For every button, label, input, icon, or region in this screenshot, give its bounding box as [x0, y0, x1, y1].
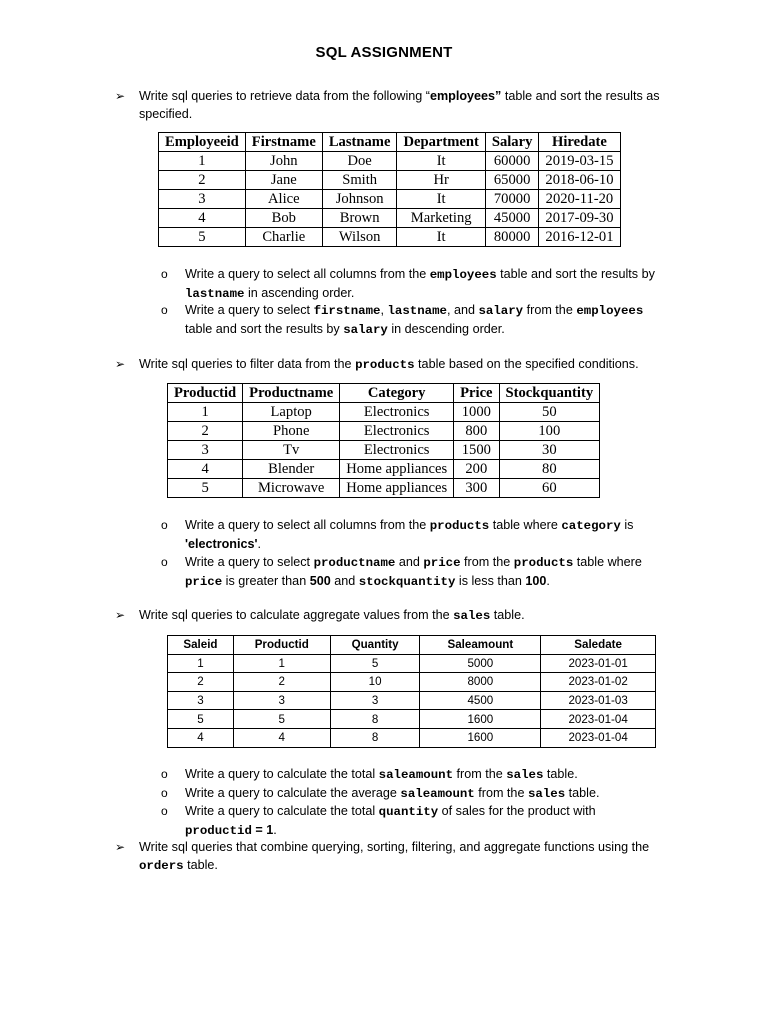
table-cell: 4 — [168, 728, 234, 747]
section2-query-2: o Write a query to select productname and price from the products table where price is greater than 500 and stockquantity is less than 100. — [161, 555, 642, 589]
col-header: Saledate — [541, 636, 656, 655]
table-cell: Tv — [243, 441, 340, 460]
table-cell: 2023-01-01 — [541, 654, 656, 673]
table-cell: Brown — [322, 209, 397, 228]
table-cell: Wilson — [322, 228, 397, 247]
table-cell: 2023-01-04 — [541, 710, 656, 729]
table-cell: 2023-01-03 — [541, 691, 656, 710]
table-cell: 60 — [499, 479, 600, 498]
arrow-bullet-icon: ➢ — [115, 357, 126, 371]
table-cell: 8000 — [420, 673, 541, 692]
table-row — [168, 673, 656, 692]
table-row — [159, 152, 621, 171]
table-cell: 5 — [330, 654, 420, 673]
col-header: Hiredate — [539, 133, 620, 152]
table-cell: Jane — [245, 171, 322, 190]
table-row — [168, 441, 600, 460]
table-row — [159, 171, 621, 190]
table-cell: 5 — [168, 479, 243, 498]
table-cell: 8 — [330, 728, 420, 747]
table-cell: Microwave — [243, 479, 340, 498]
table-cell: 3 — [168, 441, 243, 460]
col-header: Department — [397, 133, 485, 152]
table-cell: Charlie — [245, 228, 322, 247]
table-cell: 200 — [454, 460, 499, 479]
table-cell: 2 — [168, 673, 234, 692]
col-header: Category — [340, 384, 454, 403]
section1-intro: ➢ Write sql queries to retrieve data from the following “employees” table and sort the results as specified. — [115, 89, 660, 121]
table-cell: 2020-11-20 — [539, 190, 620, 209]
table-row — [168, 654, 656, 673]
table-cell: 2019-03-15 — [539, 152, 620, 171]
table-cell: 2016-12-01 — [539, 228, 620, 247]
table-cell: 4 — [233, 728, 330, 747]
table-cell: 80000 — [485, 228, 539, 247]
table-cell: 80 — [499, 460, 600, 479]
table-cell: 2 — [233, 673, 330, 692]
table-row — [168, 691, 656, 710]
table-header-row — [159, 133, 621, 152]
col-header: Quantity — [330, 636, 420, 655]
table-cell: 2023-01-04 — [541, 728, 656, 747]
table-cell: John — [245, 152, 322, 171]
table-cell: 1 — [168, 403, 243, 422]
table-cell: 3 — [233, 691, 330, 710]
table-cell: 1600 — [420, 710, 541, 729]
circle-bullet-icon: o — [161, 518, 168, 532]
table-cell: 30 — [499, 441, 600, 460]
table-cell: 300 — [454, 479, 499, 498]
col-header: Employeeid — [159, 133, 246, 152]
table-cell: It — [397, 228, 485, 247]
section3-query-3: o Write a query to calculate the total quantity of sales for the product with productid = 1. — [161, 804, 596, 838]
table-row — [168, 710, 656, 729]
table-cell: It — [397, 152, 485, 171]
table-row — [168, 460, 600, 479]
table-cell: 2 — [159, 171, 246, 190]
table-cell: Electronics — [340, 422, 454, 441]
table-row — [159, 190, 621, 209]
col-header: Saleamount — [420, 636, 541, 655]
section3-intro: ➢ Write sql queries to calculate aggregate values from the sales table. — [115, 608, 525, 623]
col-header: Lastname — [322, 133, 397, 152]
table-cell: Electronics — [340, 403, 454, 422]
table-cell: 3 — [168, 691, 234, 710]
table-cell: 10 — [330, 673, 420, 692]
table-row — [168, 422, 600, 441]
col-header: Productid — [168, 384, 243, 403]
table-cell: 5000 — [420, 654, 541, 673]
products-table — [167, 383, 600, 498]
table-cell: Electronics — [340, 441, 454, 460]
col-header: Firstname — [245, 133, 322, 152]
table-cell: 800 — [454, 422, 499, 441]
table-header-row — [168, 384, 600, 403]
table-cell: Home appliances — [340, 479, 454, 498]
col-header: Saleid — [168, 636, 234, 655]
col-header: Salary — [485, 133, 539, 152]
table-cell: 65000 — [485, 171, 539, 190]
table-cell: 100 — [499, 422, 600, 441]
circle-bullet-icon: o — [161, 267, 168, 281]
table-cell: 1 — [233, 654, 330, 673]
circle-bullet-icon: o — [161, 804, 168, 818]
section3-query-2: o Write a query to calculate the average saleamount from the sales table. — [161, 786, 600, 801]
table-cell: 70000 — [485, 190, 539, 209]
table-cell: 5 — [233, 710, 330, 729]
table-cell: 2017-09-30 — [539, 209, 620, 228]
arrow-bullet-icon: ➢ — [115, 89, 126, 103]
table-cell: It — [397, 190, 485, 209]
table-cell: 2018-06-10 — [539, 171, 620, 190]
table-cell: Doe — [322, 152, 397, 171]
circle-bullet-icon: o — [161, 303, 168, 317]
col-header: Productid — [233, 636, 330, 655]
table-cell: 45000 — [485, 209, 539, 228]
circle-bullet-icon: o — [161, 555, 168, 569]
table-cell: 5 — [159, 228, 246, 247]
sales-table — [167, 635, 656, 748]
table-cell: 4 — [168, 460, 243, 479]
table-cell: 8 — [330, 710, 420, 729]
table-row — [168, 728, 656, 747]
table-cell: Laptop — [243, 403, 340, 422]
table-header-row — [168, 636, 656, 655]
section1-query-2: o Write a query to select firstname, lastname, and salary from the employees table and sort the results by salary in descending order. — [161, 303, 644, 337]
table-cell: 3 — [330, 691, 420, 710]
table-cell: Home appliances — [340, 460, 454, 479]
col-header: Productname — [243, 384, 340, 403]
table-cell: 1000 — [454, 403, 499, 422]
table-cell: 1500 — [454, 441, 499, 460]
col-header: Price — [454, 384, 499, 403]
table-cell: Phone — [243, 422, 340, 441]
col-header: Stockquantity — [499, 384, 600, 403]
table-cell: Johnson — [322, 190, 397, 209]
arrow-bullet-icon: ➢ — [115, 608, 126, 622]
table-cell: Blender — [243, 460, 340, 479]
table-row — [159, 209, 621, 228]
table-cell: 2023-01-02 — [541, 673, 656, 692]
table-cell: 1 — [168, 654, 234, 673]
table-cell: 1600 — [420, 728, 541, 747]
table-cell: 5 — [168, 710, 234, 729]
section4-intro: ➢ Write sql queries that combine querying, sorting, filtering, and aggregate functions using the orders table. — [115, 840, 650, 873]
table-cell: 2 — [168, 422, 243, 441]
table-row — [168, 403, 600, 422]
table-cell: 1 — [159, 152, 246, 171]
table-cell: Alice — [245, 190, 322, 209]
section2-query-1: o Write a query to select all columns from the products table where category is 'electronics'. — [161, 518, 634, 551]
table-cell: Smith — [322, 171, 397, 190]
table-row — [168, 479, 600, 498]
page-title: SQL ASSIGNMENT — [315, 44, 453, 61]
section3-query-1: o Write a query to calculate the total saleamount from the sales table. — [161, 767, 578, 782]
table-cell: Bob — [245, 209, 322, 228]
table-cell: 60000 — [485, 152, 539, 171]
table-cell: Marketing — [397, 209, 485, 228]
table-cell: 4500 — [420, 691, 541, 710]
circle-bullet-icon: o — [161, 767, 168, 781]
circle-bullet-icon: o — [161, 786, 168, 800]
table-cell: 3 — [159, 190, 246, 209]
employees-table — [158, 132, 621, 247]
table-cell: 4 — [159, 209, 246, 228]
table-row — [159, 228, 621, 247]
table-cell: 50 — [499, 403, 600, 422]
section1-query-1: o Write a query to select all columns from the employees table and sort the results by lastname in ascending order. — [161, 267, 655, 301]
section2-intro: ➢ Write sql queries to filter data from the products table based on the specified conditions. — [115, 357, 639, 372]
arrow-bullet-icon: ➢ — [115, 840, 126, 854]
table-cell: Hr — [397, 171, 485, 190]
